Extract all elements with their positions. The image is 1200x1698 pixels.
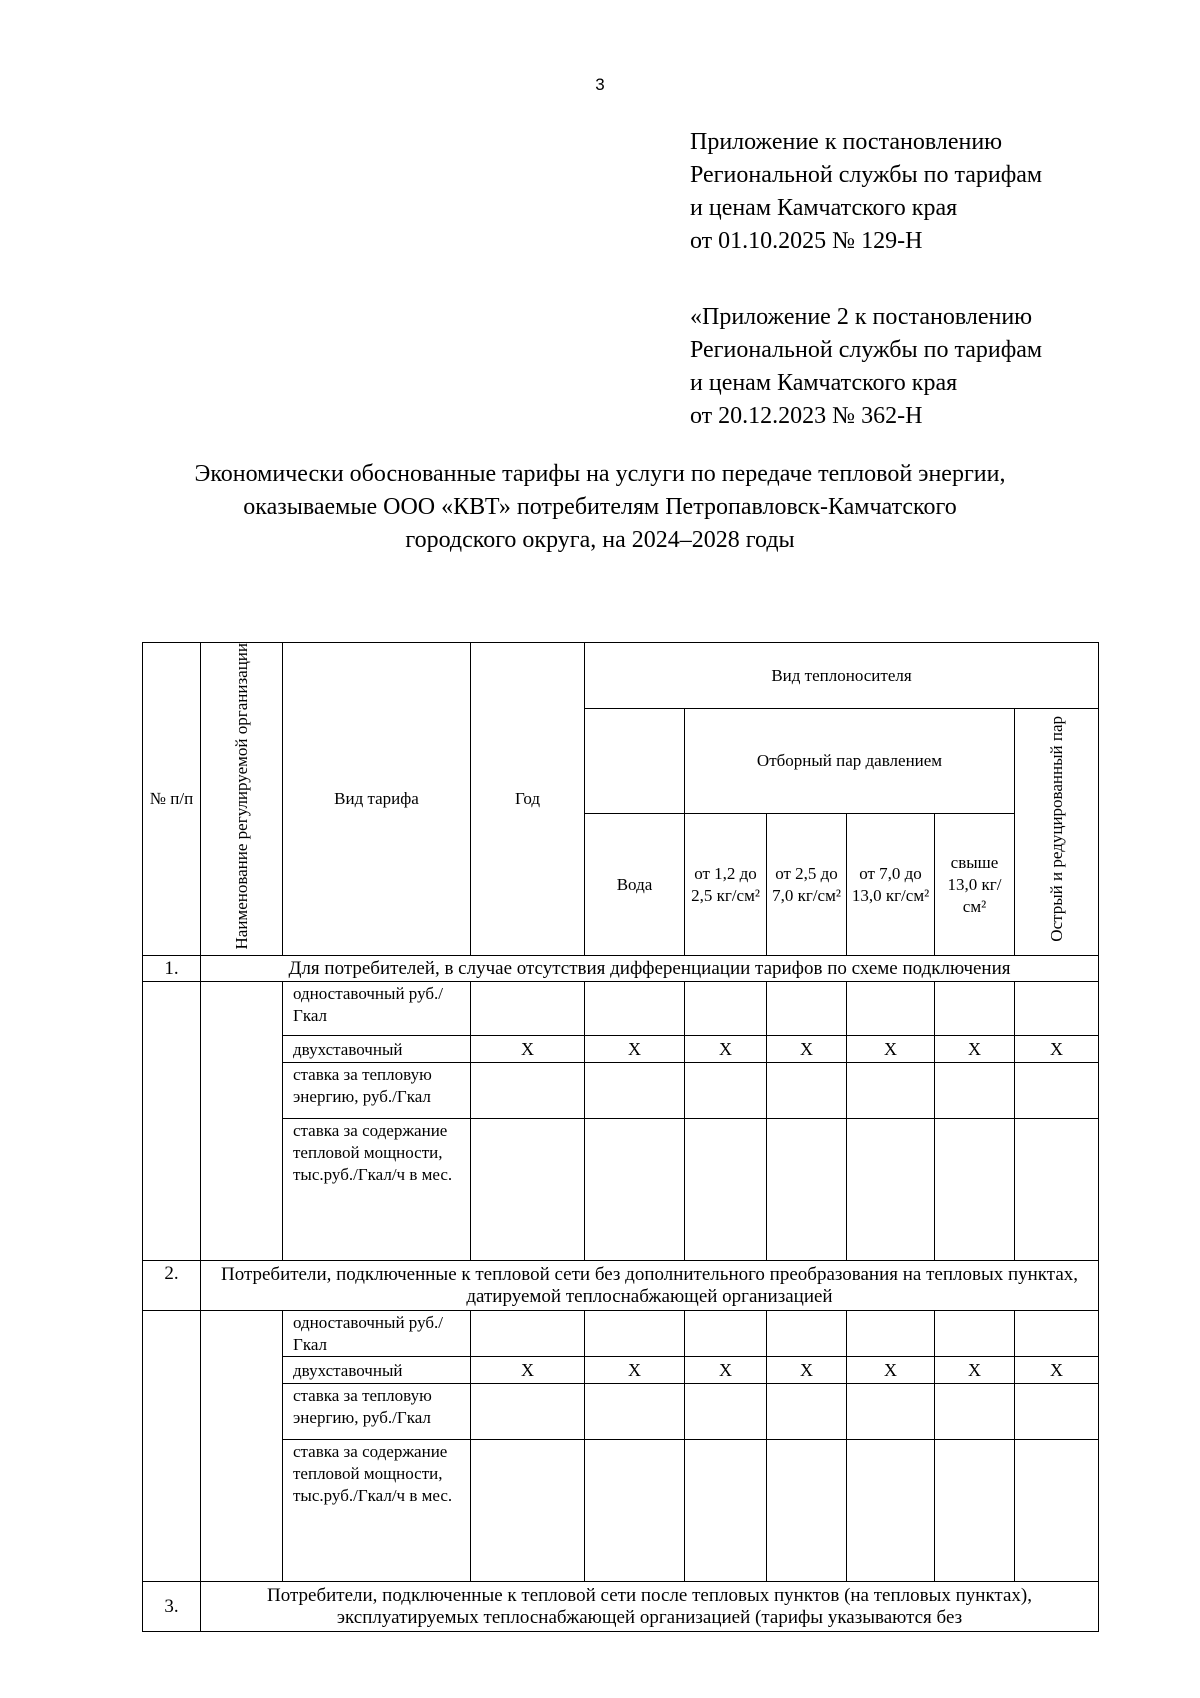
value-cell [847, 1440, 935, 1582]
value-cell [471, 1063, 585, 1119]
row-label: двухставочный [283, 1036, 471, 1063]
value-cell [585, 1384, 685, 1440]
value-cell [847, 1311, 935, 1357]
value-cell [471, 1311, 585, 1357]
x-mark: Х [935, 1357, 1015, 1384]
x-mark: Х [847, 1036, 935, 1063]
header-pressure-2: от 2,5 до 7,0 кг/см² [767, 814, 847, 956]
x-mark: Х [471, 1036, 585, 1063]
title-line: Экономически обоснованные тарифы на услуги по передаче тепловой энергии, [194, 461, 1006, 487]
x-mark: Х [685, 1357, 767, 1384]
section-number: 3. [143, 1582, 201, 1632]
value-cell [767, 1119, 847, 1261]
annex-line: от 01.10.2025 № 129-Н [690, 228, 923, 254]
value-cell [767, 1440, 847, 1582]
value-cell [847, 1119, 935, 1261]
header-blank [585, 709, 685, 814]
value-cell [767, 1311, 847, 1357]
title-line: городского округа, на 2024–2028 годы [405, 527, 795, 553]
annex-2-header [690, 301, 1042, 433]
value-cell [685, 1440, 767, 1582]
value-cell [767, 982, 847, 1036]
empty-cell [201, 982, 283, 1261]
value-cell [935, 1311, 1015, 1357]
title-line: оказываемые ООО «КВТ» потребителям Петропавловск-Камчатского [243, 494, 957, 520]
x-mark: Х [935, 1036, 1015, 1063]
x-mark: Х [847, 1357, 935, 1384]
page-number: 3 [595, 75, 605, 94]
annex-line: от 20.12.2023 № 362-Н [690, 403, 923, 429]
x-mark: Х [471, 1357, 585, 1384]
annex-line: «Приложение 2 к постановлению [690, 304, 1033, 330]
value-cell [685, 1384, 767, 1440]
row-label: одноставочный руб./Гкал [283, 982, 471, 1036]
x-mark: Х [685, 1036, 767, 1063]
value-cell [585, 1440, 685, 1582]
value-cell [1015, 1311, 1099, 1357]
value-cell [471, 982, 585, 1036]
value-cell [1015, 1384, 1099, 1440]
value-cell [585, 1063, 685, 1119]
value-cell [847, 1384, 935, 1440]
value-cell [585, 1311, 685, 1357]
x-mark: Х [1015, 1357, 1099, 1384]
value-cell [1015, 982, 1099, 1036]
value-cell [1015, 1063, 1099, 1119]
value-cell [935, 982, 1015, 1036]
annex-line: Приложение к постановлению [690, 129, 1003, 155]
annex-line: Региональной службы по тарифам [690, 162, 1043, 188]
header-carrier: Вид теплоносителя [585, 643, 1099, 709]
value-cell [685, 1119, 767, 1261]
header-sharp-steam [1015, 709, 1099, 956]
x-mark: Х [767, 1357, 847, 1384]
annex-header [690, 126, 1042, 258]
value-cell [767, 1384, 847, 1440]
row-label: двухставочный [283, 1357, 471, 1384]
row-label: ставка за тепловую энергию, руб./Гкал [283, 1063, 471, 1119]
x-mark: Х [1015, 1036, 1099, 1063]
row-label: ставка за тепловую энергию, руб./Гкал [283, 1384, 471, 1440]
header-org [201, 643, 283, 956]
section-title: Потребители, подключенные к тепловой сети после тепловых пунктов (на тепловых пунктах), эксплуатируемых теплоснабжающей организацией (тарифы указываются без [201, 1582, 1099, 1632]
header-pressure-3: от 7,0 до 13,0 кг/см² [847, 814, 935, 956]
value-cell [471, 1384, 585, 1440]
empty-cell [143, 982, 201, 1261]
value-cell [585, 1119, 685, 1261]
value-cell [935, 1384, 1015, 1440]
value-cell [471, 1440, 585, 1582]
annex-line: Региональной службы по тарифам [690, 337, 1043, 363]
value-cell [471, 1119, 585, 1261]
section-title: Потребители, подключенные к тепловой сети без дополнительного преобразования на тепловых пунктах, датируемой теплоснабжающей организацией [201, 1261, 1099, 1311]
section-number: 1. [143, 956, 201, 982]
value-cell [685, 982, 767, 1036]
header-num: № п/п [143, 643, 201, 956]
header-tariff-type: Вид тарифа [283, 643, 471, 956]
tariff-table [142, 642, 1099, 1632]
annex-line: и ценам Камчатского края [690, 370, 958, 396]
document-title [0, 458, 1200, 557]
value-cell [685, 1311, 767, 1357]
value-cell [685, 1063, 767, 1119]
section-title: Для потребителей, в случае отсутствия дифференциации тарифов по схеме подключения [201, 956, 1099, 982]
empty-cell [201, 1311, 283, 1582]
row-label: ставка за содержание тепловой мощности, тыс.руб./Гкал/ч в мес. [283, 1119, 471, 1261]
section-number: 2. [143, 1261, 201, 1311]
value-cell [767, 1063, 847, 1119]
header-pressure-1: от 1,2 до 2,5 кг/см² [685, 814, 767, 956]
x-mark: Х [585, 1357, 685, 1384]
empty-cell [143, 1311, 201, 1582]
value-cell [1015, 1440, 1099, 1582]
value-cell [935, 1119, 1015, 1261]
value-cell [847, 1063, 935, 1119]
value-cell [585, 982, 685, 1036]
header-pressure-4: свыше 13,0 кг/см² [935, 814, 1015, 956]
header-sharp-steam-text: Острый и редуцированный пар [1046, 716, 1066, 943]
value-cell [847, 982, 935, 1036]
row-label: ставка за содержание тепловой мощности, тыс.руб./Гкал/ч в мес. [283, 1440, 471, 1582]
header-year: Год [471, 643, 585, 956]
value-cell [935, 1440, 1015, 1582]
value-cell [1015, 1119, 1099, 1261]
value-cell [935, 1063, 1015, 1119]
x-mark: Х [767, 1036, 847, 1063]
header-selected-steam: Отборный пар давлением [685, 709, 1015, 814]
header-org-text: Наименование регулируемой организации [231, 643, 251, 950]
row-label: одноставочный руб./Гкал [283, 1311, 471, 1357]
annex-line: и ценам Камчатского края [690, 195, 958, 221]
header-water: Вода [585, 814, 685, 956]
x-mark: Х [585, 1036, 685, 1063]
